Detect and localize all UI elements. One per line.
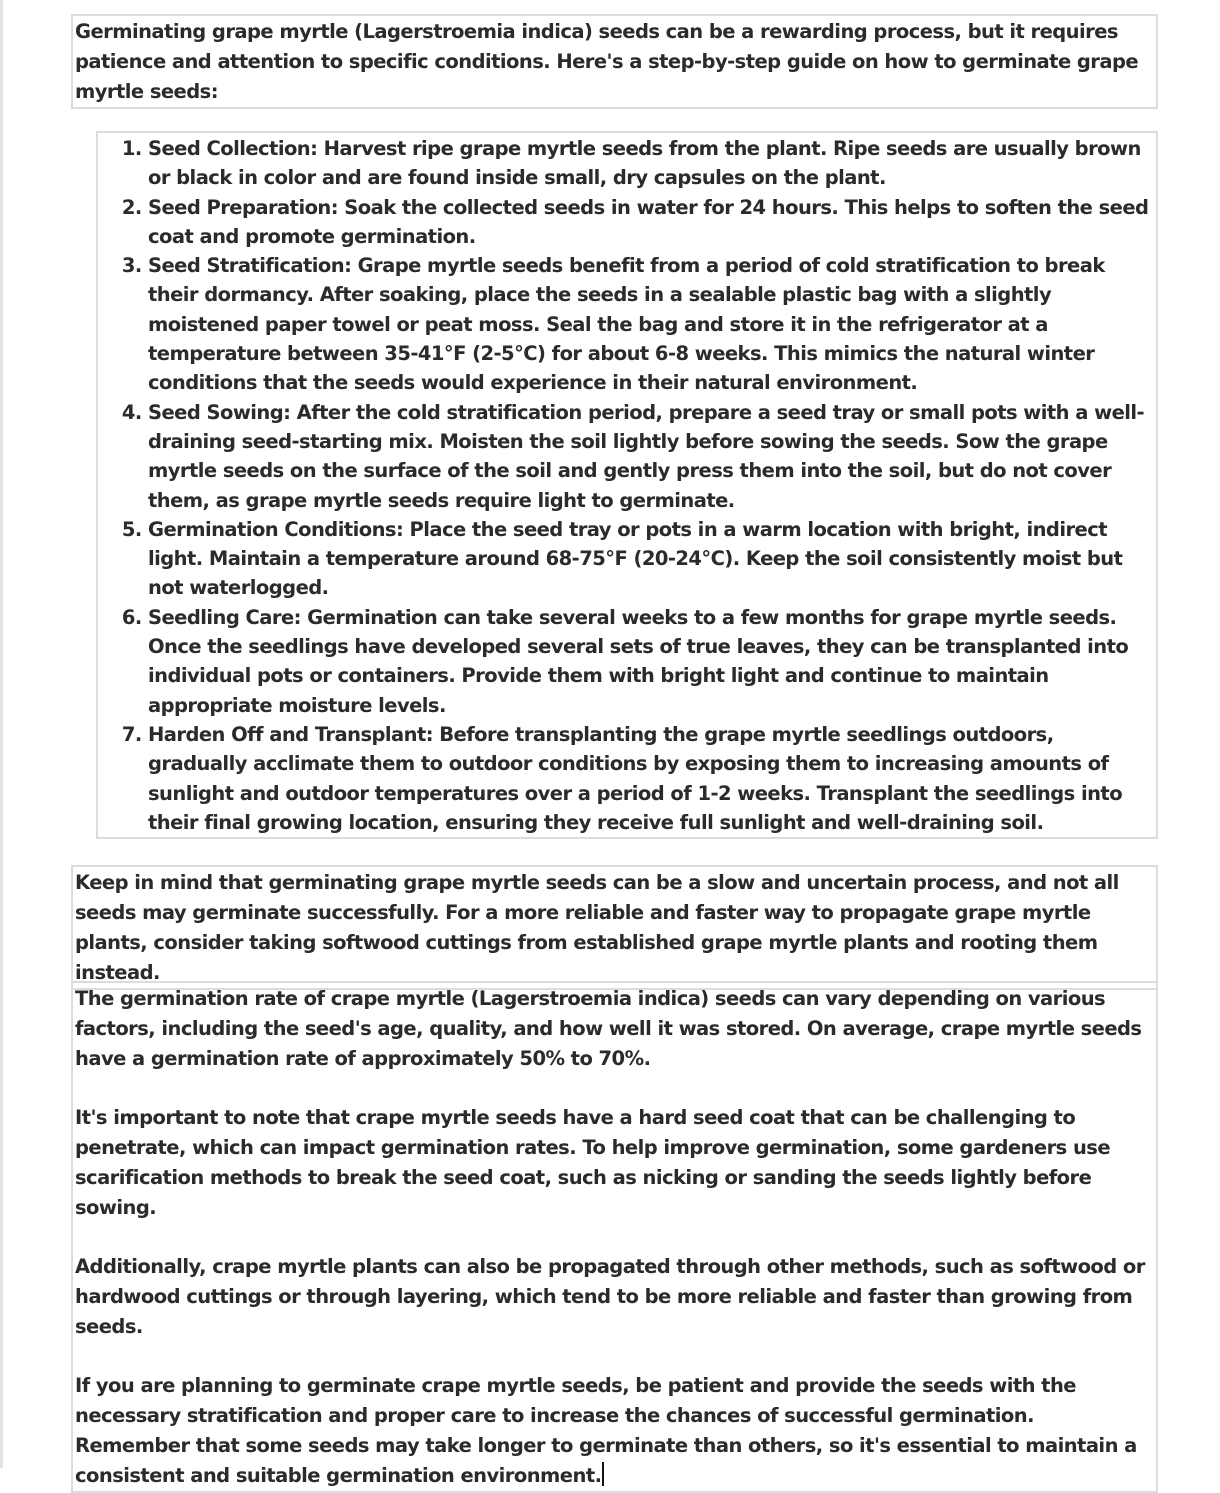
rate-paragraph-last [75,1371,1154,1491]
rate-paragraph-text: If you are planning to germinate crape myrtle seeds, be patient and provide the seeds with the necessary stratification and proper care to increase the chances of successful germination. Remember that some seeds may take longer to germinate than others, so it's essential to maintain a consistent and suitable germination environment. [75,1374,1137,1487]
list-item: 3. Seed Stratification: Grape myrtle seeds benefit from a period of cold stratification to break their dormancy. After soaking, place the seeds in a sealable plastic bag with a slightly moistened paper towel or peat moss. Seal the bag and store it in the refrigerator at a temperature between 35-41°F (2-5°C) for about 6-8 weeks. This mimics the natural winter conditions that the seeds would experience in their natural environment. [148,251,1156,397]
list-item: 1. Seed Collection: Harvest ripe grape myrtle seeds from the plant. Ripe seeds are usually brown or black in color and are found inside small, dry capsules on the plant. [148,134,1156,193]
list-item: 2. Seed Preparation: Soak the collected seeds in water for 24 hours. This helps to soften the seed coat and promote germination. [148,193,1156,252]
rate-paragraph: The germination rate of crape myrtle (Lagerstroemia indica) seeds can vary depending on various factors, including the seed's age, quality, and how well it was stored. On average, crape myrtle seeds have a germination rate of approximately 50% to 70%. [75,987,1142,1070]
steps-list [98,134,1156,837]
rate-paragraph: It's important to note that crape myrtle seeds have a hard seed coat that can be challenging to penetrate, which can impact germination rates. To help improve germination, some gardeners use scarification methods to break the seed coat, such as nicking or sanding the seeds lightly before sowing. [75,1106,1111,1219]
list-item: 5. Germination Conditions: Place the seed tray or pots in a warm location with bright, indirect light. Maintain a temperature around 68-75°F (20-24°C). Keep the soil consistently moist but not waterlogged. [148,515,1156,603]
note-text-block[interactable] [71,865,1158,990]
steps-list-block[interactable] [96,131,1158,839]
list-item: 6. Seedling Care: Germination can take several weeks to a few months for grape myrtle seeds. Once the seedlings have developed several sets of true leaves, they can be transplanted into individual pots or containers. Provide them with bright light and continue to maintain appropriate moisture levels. [148,603,1156,720]
text-cursor [602,1462,604,1486]
intro-text-block[interactable] [71,14,1158,109]
germination-rate-text-block[interactable] [71,981,1158,1493]
window-left-edge [0,0,3,1468]
intro-paragraph: Germinating grape myrtle (Lagerstroemia indica) seeds can be a rewarding process, but it requires patience and attention to specific conditions. Here's a step-by-step guide on how to germinate grape myrtle seeds: [75,20,1139,103]
list-item: 4. Seed Sowing: After the cold stratification period, prepare a seed tray or small pots with a well-draining seed-starting mix. Moisten the soil lightly before sowing the seeds. Sow the grape myrtle seeds on the surface of the soil and gently press them into the soil, but do not cover them, as grape myrtle seeds require light to germinate. [148,398,1156,515]
rate-paragraph: Additionally, crape myrtle plants can also be propagated through other methods, such as softwood or hardwood cuttings or through layering, which tend to be more reliable and faster than growing from seeds. [75,1255,1145,1338]
list-item: 7. Harden Off and Transplant: Before transplanting the grape myrtle seedlings outdoors, gradually acclimate them to outdoor conditions by exposing them to increasing amounts of sunlight and outdoor temperatures over a period of 1-2 weeks. Transplant the seedlings into their final growing location, ensuring they receive full sunlight and well-draining soil. [148,720,1156,837]
note-paragraph: Keep in mind that germinating grape myrtle seeds can be a slow and uncertain process, and not all seeds may germinate successfully. For a more reliable and faster way to propagate grape myrtle plants, consider taking softwood cuttings from established grape myrtle plants and rooting them instead. [75,871,1119,984]
